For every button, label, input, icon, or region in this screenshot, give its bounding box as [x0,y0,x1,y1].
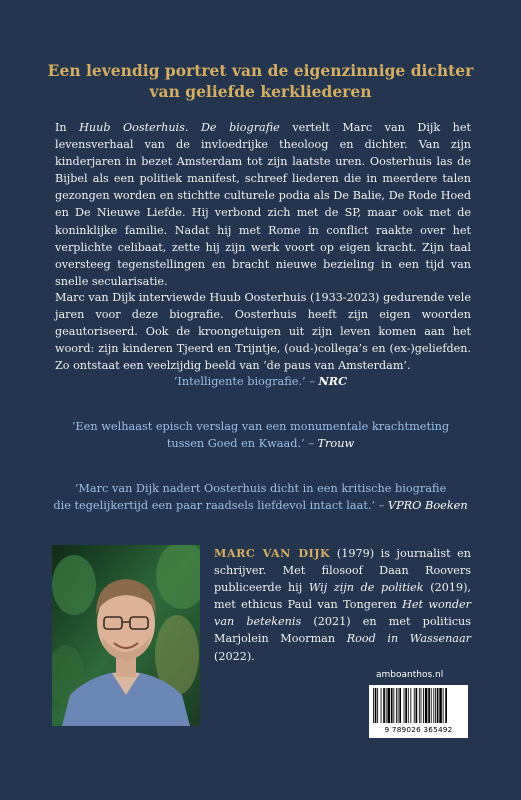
quote-source: NRC [318,374,348,388]
barcode-bars [369,685,468,725]
bio-work-title: Het wonder van betekenis [214,598,472,629]
quote-source: Trouw [317,437,355,451]
isbn-barcode [369,685,468,738]
intro-paragraph [55,119,471,290]
publisher-url: amboanthos.nl [376,670,444,680]
headline-line-2: van geliefde kerkliederen [149,82,372,101]
quote-trouw [40,418,481,452]
quote-line: ‘Marc van Dijk nadert Oosterhuis dicht in een kritische biografie [74,482,447,495]
isbn-digits: 9 789026 365492 [384,725,453,734]
headline [40,60,481,102]
bio-text: (2019), met ethicus Paul van Tongeren [214,581,471,612]
intro-lead: In [55,121,80,134]
bio-work-title: Rood in Wassenaar [346,632,471,646]
bio-text: (2022). [214,649,255,663]
quote-line: die tegelijkertijd een paar raadsels liefdevol intact laat.’ – [53,499,388,513]
bio-text: (1979) is journalist en schrijver. Met filosoof Daan Roovers publiceerde hij [214,547,471,595]
quote-source: VPRO Boeken [387,499,468,513]
author-photo [52,545,200,726]
quote-vpro [40,480,481,514]
author-name: MARC VAN DIJK [214,546,331,560]
quote-text: ‘Intelligente biografie.’ – [173,375,319,388]
bio-text: (2021) en met politicus Marjolein Moorman [214,615,471,646]
intro-text: vertelt Marc van Dijk het levensverhaal van de invloedrijke theoloog en dichter. Van zijn kinderjaren in bezet Amsterdam tot zijn laatste uren. Oosterhuis las de Bijbel als een politiek manifest, schreef liederen die in meerdere talen gezongen worden en stichtte culturele podia als De Balie, De Rode Hoed en De Nieuwe Liefde. Hij verbond zich met de SP, maar ook met de koninklijke familie. Nadat hij met Rome in conflict raakte over het verplichte celibaat, zette hij zijn werk voort op eigen kracht. Zijn taal oversteeg tegenstellingen en bracht nieuwe bezieling in een tijd van snelle secularisatie. [55,121,471,288]
second-paragraph: Marc van Dijk interviewde Huub Oosterhuis (1933-2023) gedurende vele jaren voor deze biografie. Oosterhuis heeft zijn eigen woorden geautoriseerd. Ook de kroongetuigen uit zijn leven komen aan het woord: zijn kinderen Tjeerd en Trijntje, (oud-)collega’s en (ex-)geliefden. Zo ontstaat een veelzijdig beeld van ‘de paus van Amsterdam’. [55,291,471,373]
book-title: Huub Oosterhuis. De biografie [79,121,280,134]
headline-line-1: Een levendig portret van de eigenzinnige dichter [47,61,474,80]
author-bio [214,545,471,665]
quote-line: ‘Een welhaast episch verslag van een monumentale krachtmeting [71,420,450,433]
bio-work-title: Wij zijn de politiek [308,581,424,595]
quote-nrc [40,373,481,390]
quote-line: tussen Goed en Kwaad.’ – [166,437,318,451]
